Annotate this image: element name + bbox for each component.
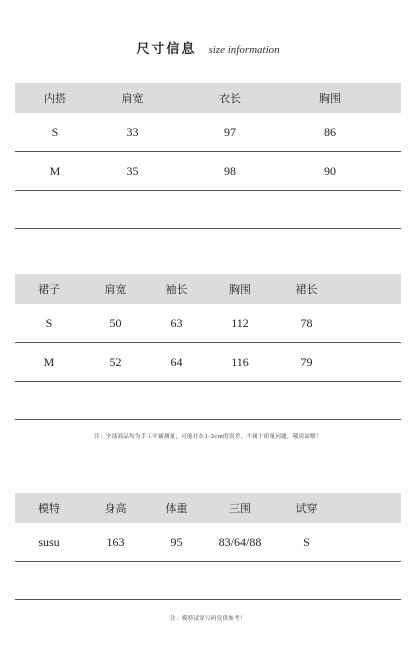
header-cell: 体重 [165, 502, 188, 515]
table-row [15, 343, 401, 382]
table-cell: 35 [126, 163, 139, 178]
table-cell: susu [38, 534, 60, 549]
table-cell: M [49, 163, 61, 178]
table-cell: 163 [106, 534, 125, 549]
table-cell: 52 [109, 354, 122, 369]
page-title [0, 40, 416, 60]
measurement-note: 注：全部商品均为手工平铺测量，可能存在1-3cm的误差，不属于质量问题，敬请谅解！ [94, 434, 322, 440]
model-note: 注：模特试穿尺码仅供参考！ [170, 616, 246, 622]
table-header [15, 83, 401, 113]
header-cell: 裙子 [38, 283, 60, 296]
table-cell: 79 [300, 354, 313, 369]
table-cell: S [51, 124, 59, 139]
header-cell: 模特 [38, 502, 60, 515]
table-header [15, 493, 401, 523]
table-cell: 112 [231, 315, 249, 330]
header-cell: 衣长 [219, 92, 241, 105]
table-cell: M [43, 354, 55, 369]
size-table-top [15, 83, 401, 229]
table-row [15, 152, 401, 191]
header-cell: 内搭 [44, 92, 66, 105]
table-cell: 64 [170, 354, 183, 369]
table-cell: 98 [224, 163, 236, 178]
table-row-empty [15, 562, 401, 600]
table-header [15, 274, 401, 304]
title-chinese: 尺寸信息 [136, 42, 197, 57]
header-cell: 身高 [104, 502, 127, 515]
table-row [15, 304, 401, 343]
table-cell: 97 [224, 124, 236, 139]
table-cell: S [303, 534, 310, 549]
table-cell: 33 [126, 124, 139, 139]
table-cell: 83/64/88 [218, 534, 262, 549]
table-cell: 90 [324, 163, 336, 178]
table-cell: 78 [300, 315, 313, 330]
table-cell: 50 [109, 315, 122, 330]
table-row [15, 113, 401, 152]
table-cell: 116 [231, 354, 249, 369]
header-cell: 肩宽 [104, 283, 127, 296]
table-cell: 63 [170, 315, 183, 330]
table-row [15, 523, 401, 562]
title-english: size information [208, 44, 280, 56]
model-table [15, 493, 401, 600]
header-cell: 胸围 [319, 92, 341, 105]
table-cell: 95 [170, 534, 183, 549]
header-cell: 肩宽 [121, 92, 144, 105]
table-cell: S [45, 315, 53, 330]
table-cell: 86 [324, 124, 336, 139]
table-row-empty [15, 191, 401, 229]
header-cell: 三围 [229, 502, 251, 515]
table-row-empty [15, 382, 401, 420]
header-cell: 裙长 [295, 283, 318, 296]
header-cell: 试穿 [295, 502, 318, 515]
header-cell: 袖长 [165, 283, 188, 296]
size-table-skirt [15, 274, 401, 420]
header-cell: 胸围 [229, 283, 251, 296]
